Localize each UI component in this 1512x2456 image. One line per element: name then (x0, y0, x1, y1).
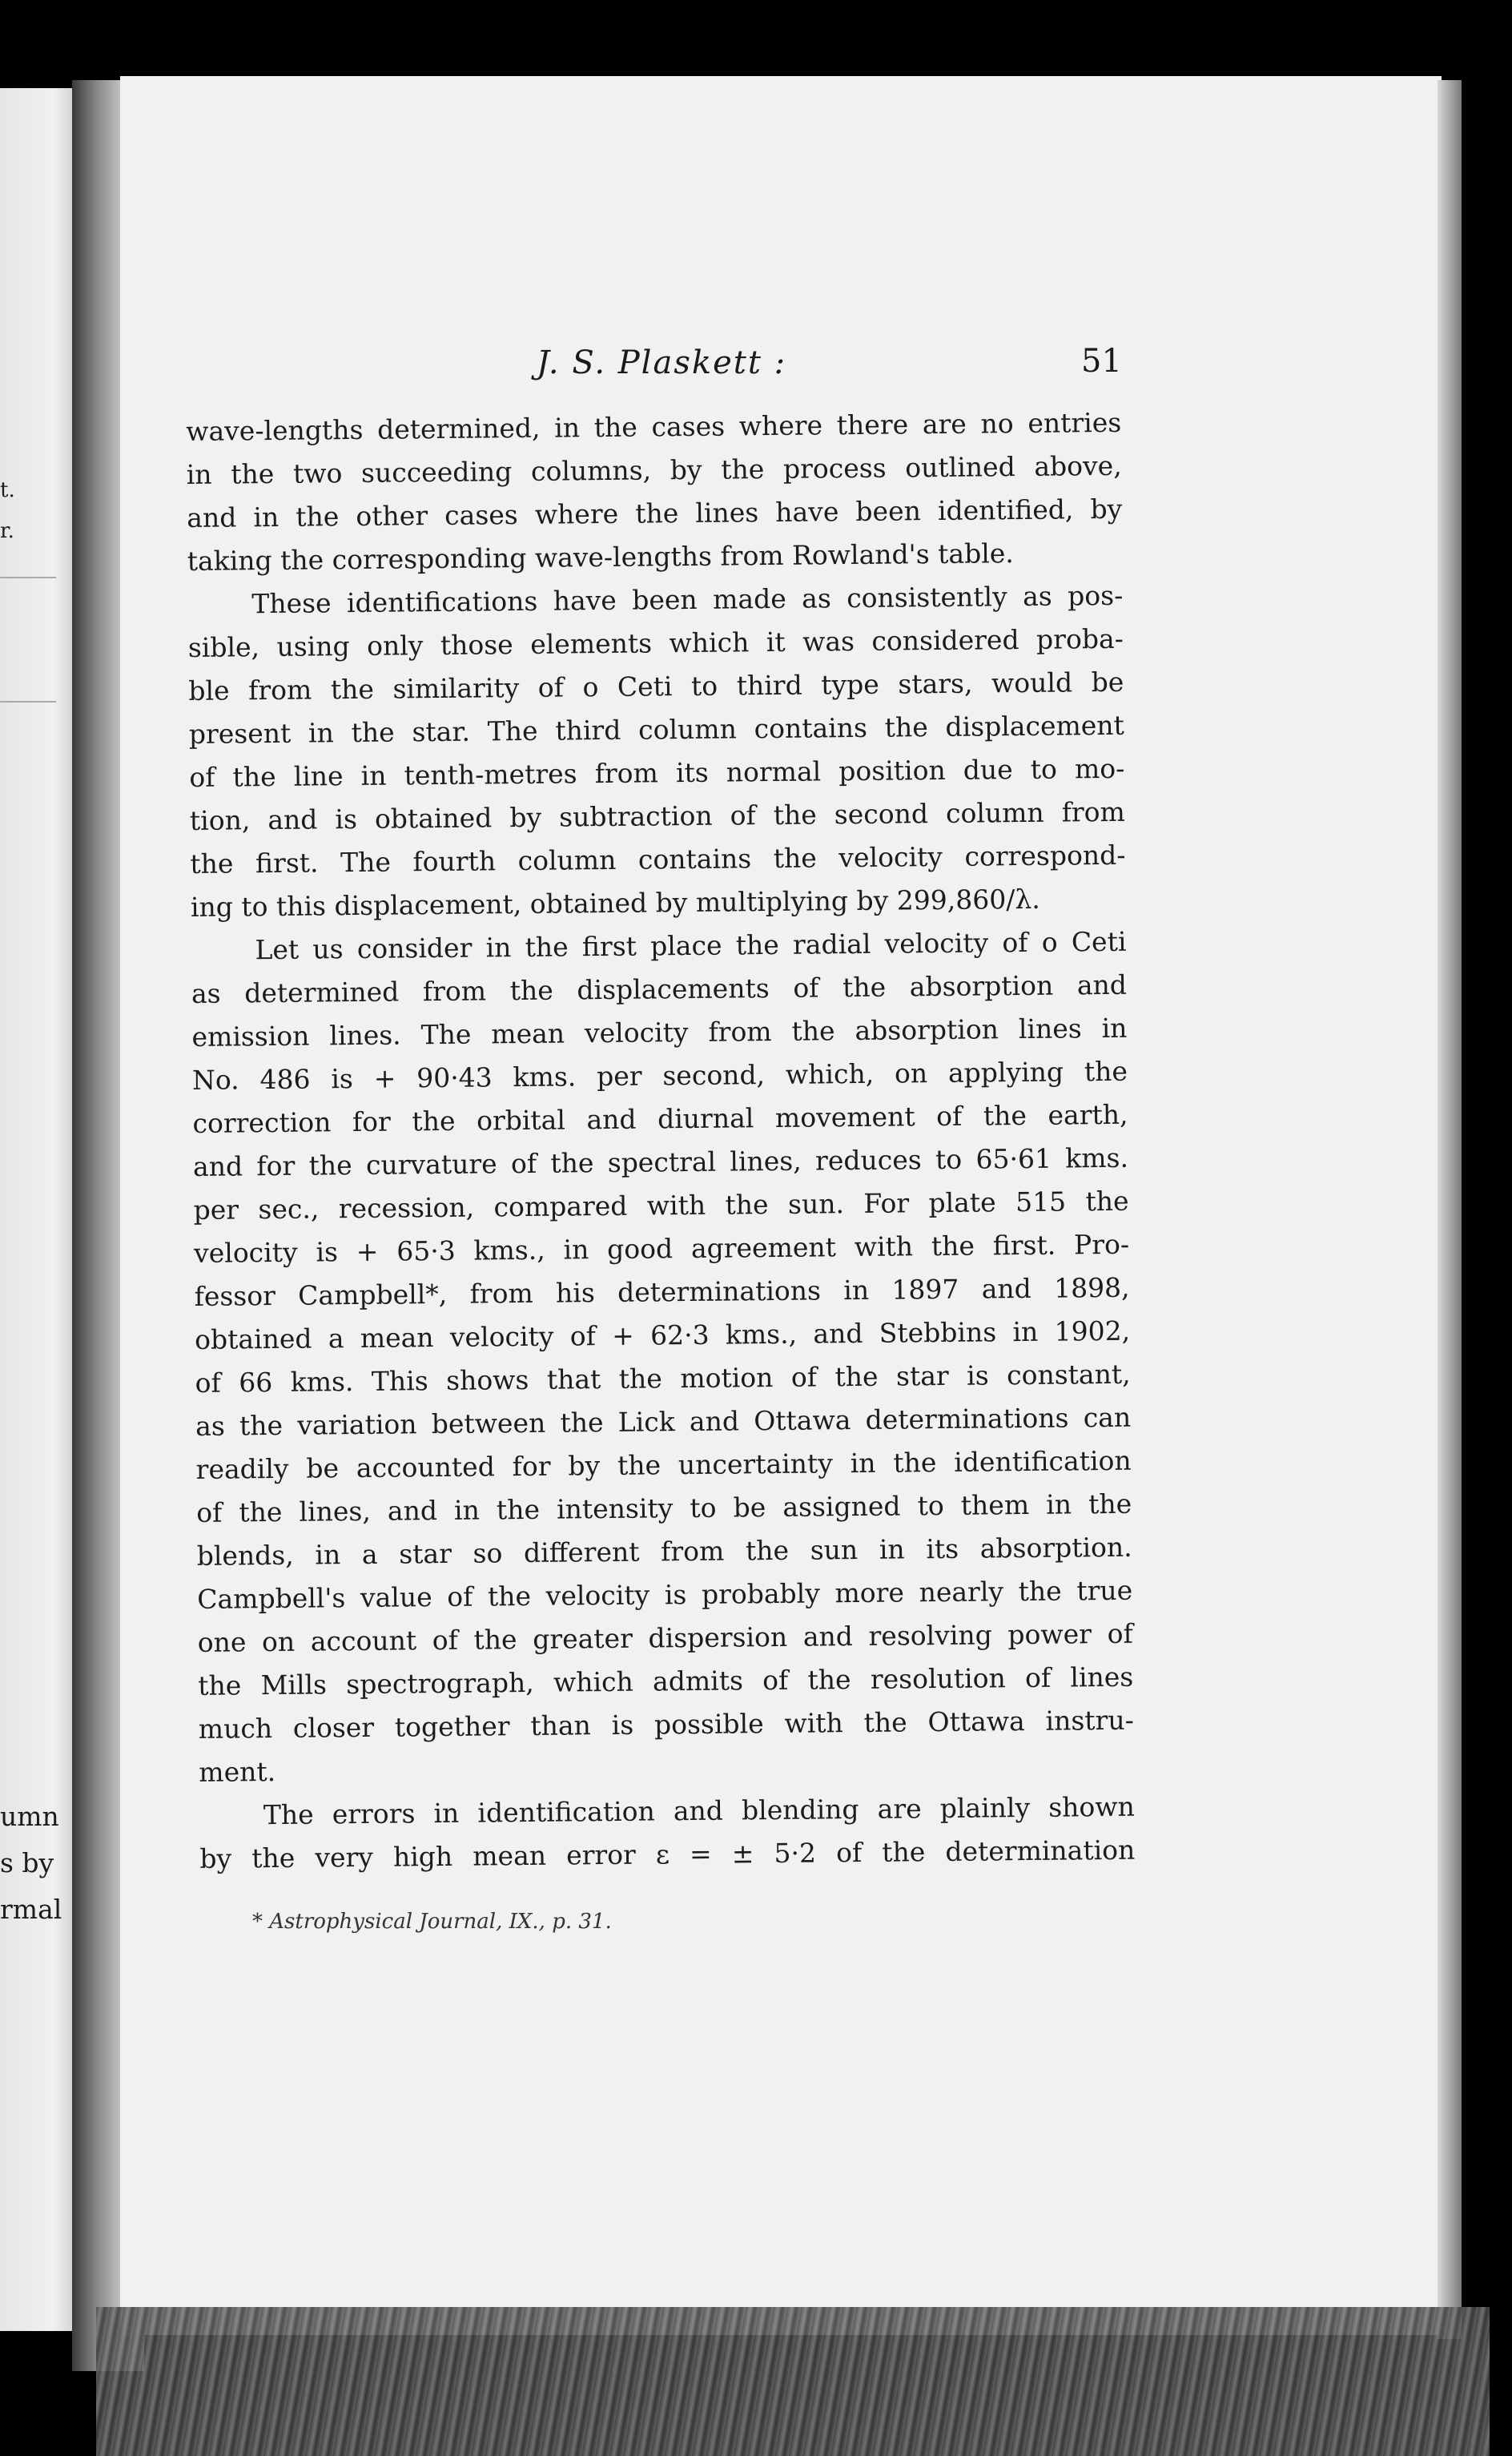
text-line: in the two succeeding columns, by the process outlined above, (186, 449, 1122, 490)
body-text (186, 401, 1136, 1881)
text-line: tion, and is obtained by subtraction of the second column from (189, 795, 1126, 836)
text-line: velocity is + 65·3 kms., in good agreement with the first. Pro- (193, 1228, 1130, 1269)
footnote: * Astrophysical Journal, IX., p. 31. (252, 1910, 612, 1934)
page-number: 51 (1081, 343, 1122, 380)
text-line: as determined from the displacements of the absorption and (191, 968, 1128, 1009)
text-line: much closer together than is possible with the Ottawa instru- (198, 1704, 1134, 1745)
text-line: sible, using only those elements which it was considered proba- (187, 622, 1124, 663)
left-facing-page (0, 88, 77, 2331)
left-margin-mark: r. (0, 519, 14, 543)
text-line: Let us consider in the first place the radial velocity of o Ceti (255, 925, 1127, 966)
text-line: per sec., recession, compared with the sun. For plate 515 the (193, 1185, 1129, 1226)
text-line: of 66 kms. This shows that the motion of the star is constant, (195, 1358, 1131, 1399)
text-line: ing to this displacement, obtained by multiplying by 299,860/λ. (190, 883, 1040, 923)
text-line: Campbell's value of the velocity is probably more nearly the true (197, 1574, 1133, 1615)
text-line: and for the curvature of the spectral lines, reduces to 65·61 kms. (192, 1141, 1129, 1182)
text-line: readily be accounted for by the uncertainty in the identification (195, 1444, 1132, 1485)
author-heading: J. S. Plaskett : (537, 344, 787, 381)
left-page-fragment: umn (0, 1801, 59, 1832)
text-line: These identifications have been made as consistently as pos- (251, 579, 1124, 620)
text-line: taking the corresponding wave-lengths from Rowland's table. (187, 538, 1014, 577)
text-line: The errors in identification and blending are plainly shown (263, 1790, 1135, 1831)
left-page-fragment: rmal (0, 1894, 62, 1925)
text-line: and in the other cases where the lines have been identified, by (187, 493, 1123, 533)
running-head (0, 344, 1512, 393)
text-line: the first. The fourth column contains the velocity correspond- (190, 839, 1126, 880)
text-line: fessor Campbell*, from his determinations in 1897 and 1898, (194, 1271, 1130, 1312)
text-line: emission lines. The mean velocity from the absorption lines in (191, 1012, 1128, 1053)
text-line: as the variation between the Lick and Ottawa determinations can (195, 1401, 1132, 1442)
text-line: of the line in tenth-metres from its normal position due to mo- (189, 752, 1125, 793)
text-line: ble from the similarity of o Ceti to third type stars, would be (188, 666, 1124, 707)
left-page-rule (0, 701, 56, 703)
text-line: one on account of the greater dispersion and resolving power of (197, 1617, 1133, 1658)
page-edge (1438, 80, 1462, 2339)
text-line: blends, in a star so different from the sun in its absorption. (196, 1531, 1132, 1572)
text-line: the Mills spectrograph, which admits of the resolution of lines (198, 1661, 1134, 1701)
text-line: obtained a mean velocity of + 62·3 kms., and Stebbins in 1902, (194, 1315, 1131, 1355)
text-line: present in the star. The third column contains the displacement (188, 709, 1125, 750)
left-page-rule (0, 577, 56, 578)
text-line: No. 486 is + 90·43 kms. per second, which, on applying the (191, 1055, 1128, 1096)
bottom-edge-band (96, 2307, 1490, 2456)
left-margin-mark: t. (0, 478, 15, 502)
left-page-fragment: s by (0, 1847, 54, 1878)
text-line: by the very high mean error ε = ± 5·2 of the determination (199, 1834, 1136, 1874)
text-line: correction for the orbital and diurnal movement of the earth, (192, 1098, 1128, 1139)
text-line: of the lines, and in the intensity to be assigned to them in the (196, 1488, 1132, 1528)
text-line: wave-lengths determined, in the cases where there are no entries (186, 406, 1122, 447)
text-line: ment. (199, 1756, 276, 1788)
